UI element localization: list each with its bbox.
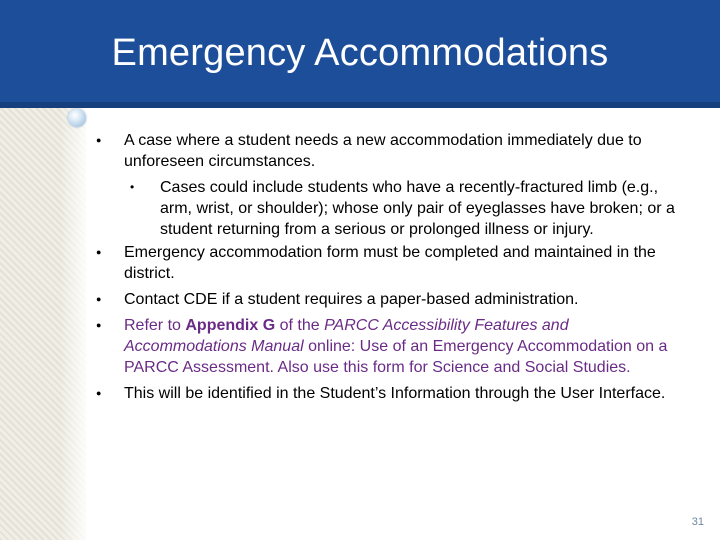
appendix-prefix: Refer to [124,317,186,334]
bullet-item [94,242,684,284]
bullet-icon: ● [96,247,102,257]
bullet-icon: ● [96,294,102,304]
manual-title: PARCC Accessibility Features and Accommodations Manual [124,317,569,355]
appendix-of-the: of the [275,317,325,334]
slide-title: Emergency Accommodations [111,32,609,74]
bullet-item [94,289,684,310]
sub-bullet-icon: • [130,180,135,194]
side-strip-fade [60,108,90,540]
bullet-icon: ● [96,135,102,145]
decorative-orb-icon [68,109,86,127]
bullet-text: This will be identified in the Student’s Information through the User Interface. [124,385,666,402]
bullet-item [94,383,684,404]
bullet-text: A case where a student needs a new accommodation immediately due to unforeseen circumstances. [124,132,642,170]
sub-bullet-text: Cases could include students who have a recently-fractured limb (e.g., arm, wrist, or shoulder); whose only pair of eyeglasses have broken; or a student returning from a serious or prolonged illness or injury. [160,179,675,238]
appendix-link[interactable]: Appendix G [185,317,276,334]
sub-bullet-item [94,177,684,240]
slide-body [94,130,684,409]
bullet-item-appendix [94,315,684,378]
page-number: 31 [691,516,704,528]
bullet-text: Contact CDE if a student requires a paper-based administration. [124,291,579,308]
title-bar [0,0,720,108]
bullet-text: Emergency accommodation form must be completed and maintained in the district. [124,244,656,282]
appendix-rest: online: Use of an Emergency Accommodation on a PARCC Assessment. Also use this form for Science and Social Studies. [124,338,668,376]
bullet-item [94,130,684,172]
bullet-icon: ● [96,320,102,330]
bullet-icon: ● [96,388,102,398]
title-bar-shade [0,102,720,108]
